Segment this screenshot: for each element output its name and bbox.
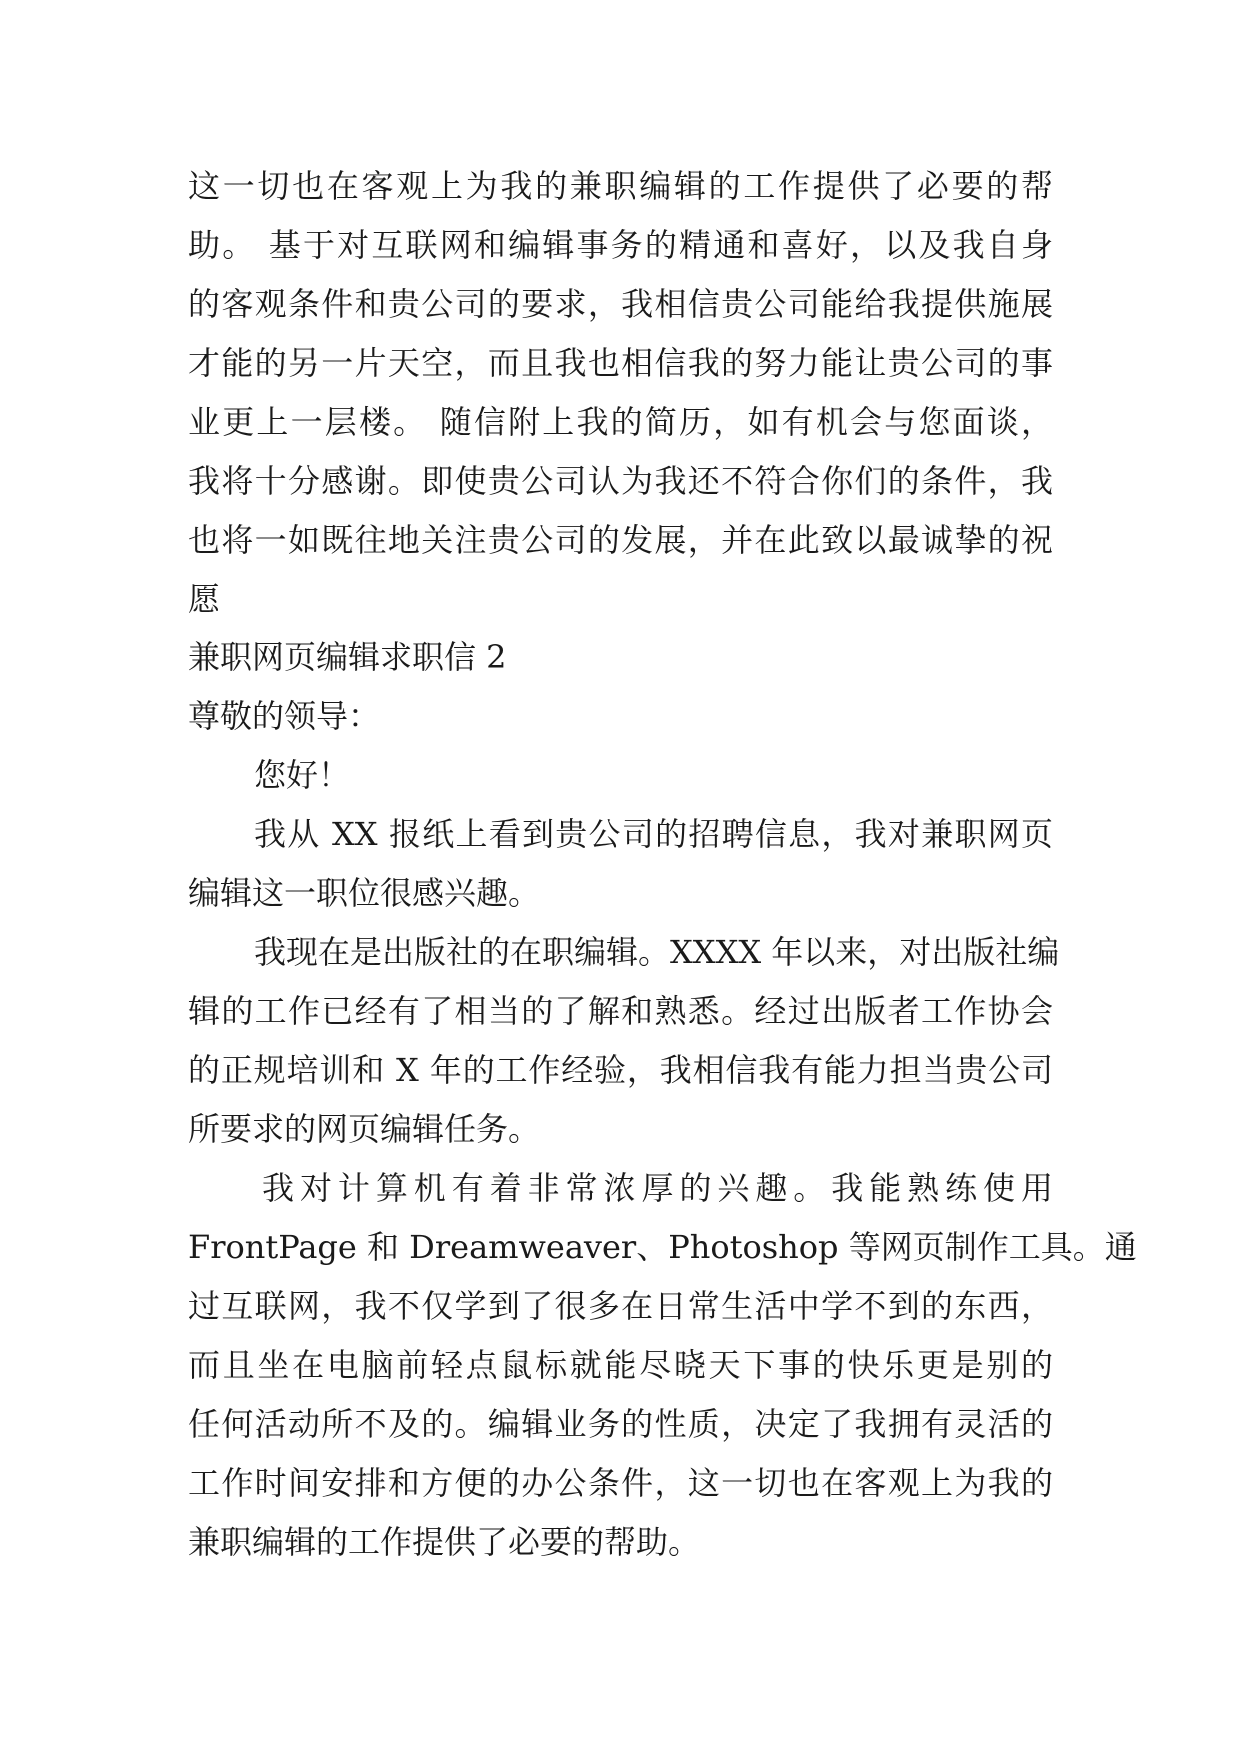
- text-line: 编辑这一职位很感兴趣。: [188, 874, 541, 912]
- text-line: 这一切也在客观上为我的兼职编辑的工作提供了必要的帮: [188, 167, 1053, 205]
- greeting: 您好！: [254, 756, 351, 794]
- text-line: 过互联网，我不仅学到了很多在日常生活中学不到的东西，: [188, 1287, 1053, 1325]
- text-line: 也将一如既往地关注贵公司的发展，并在此致以最诚挚的祝: [188, 521, 1053, 559]
- text-line: 愿: [188, 580, 221, 618]
- text-line: 所要求的网页编辑任务。: [188, 1110, 541, 1148]
- text-line: 辑的工作已经有了相当的了解和熟悉。经过出版者工作协会: [188, 992, 1053, 1030]
- section-title: 兼职网页编辑求职信 2: [188, 638, 507, 676]
- text-line: 才能的另一片天空，而且我也相信我的努力能让贵公司的事: [188, 344, 1053, 382]
- text-line: 我对计算机有着非常浓厚的兴趣。我能熟练使用: [262, 1169, 1053, 1207]
- text-line: 的正规培训和 X 年的工作经验，我相信我有能力担当贵公司: [188, 1051, 1053, 1089]
- text-line: 我现在是出版社的在职编辑。XXXX 年以来，对出版社编: [254, 933, 1060, 971]
- text-line: 任何活动所不及的。编辑业务的性质，决定了我拥有灵活的: [188, 1405, 1053, 1443]
- text-line: FrontPage 和 Dreamweaver、Photoshop 等网页制作工具。通: [188, 1228, 1137, 1266]
- text-line: 兼职编辑的工作提供了必要的帮助。: [188, 1523, 701, 1561]
- text-line: 助。 基于对互联网和编辑事务的精通和喜好，以及我自身: [188, 226, 1053, 264]
- text-line: 我从 XX 报纸上看到贵公司的招聘信息，我对兼职网页: [254, 815, 1053, 853]
- salutation: 尊敬的领导：: [188, 697, 381, 735]
- text-line: 的客观条件和贵公司的要求，我相信贵公司能给我提供施展: [188, 285, 1053, 323]
- text-line: 业更上一层楼。 随信附上我的简历，如有机会与您面谈，: [188, 403, 1053, 441]
- text-line: 而且坐在电脑前轻点鼠标就能尽晓天下事的快乐更是别的: [188, 1346, 1053, 1384]
- text-line: 工作时间安排和方便的办公条件，这一切也在客观上为我的: [188, 1464, 1053, 1502]
- text-line: 我将十分感谢。即使贵公司认为我还不符合你们的条件，我: [188, 462, 1053, 500]
